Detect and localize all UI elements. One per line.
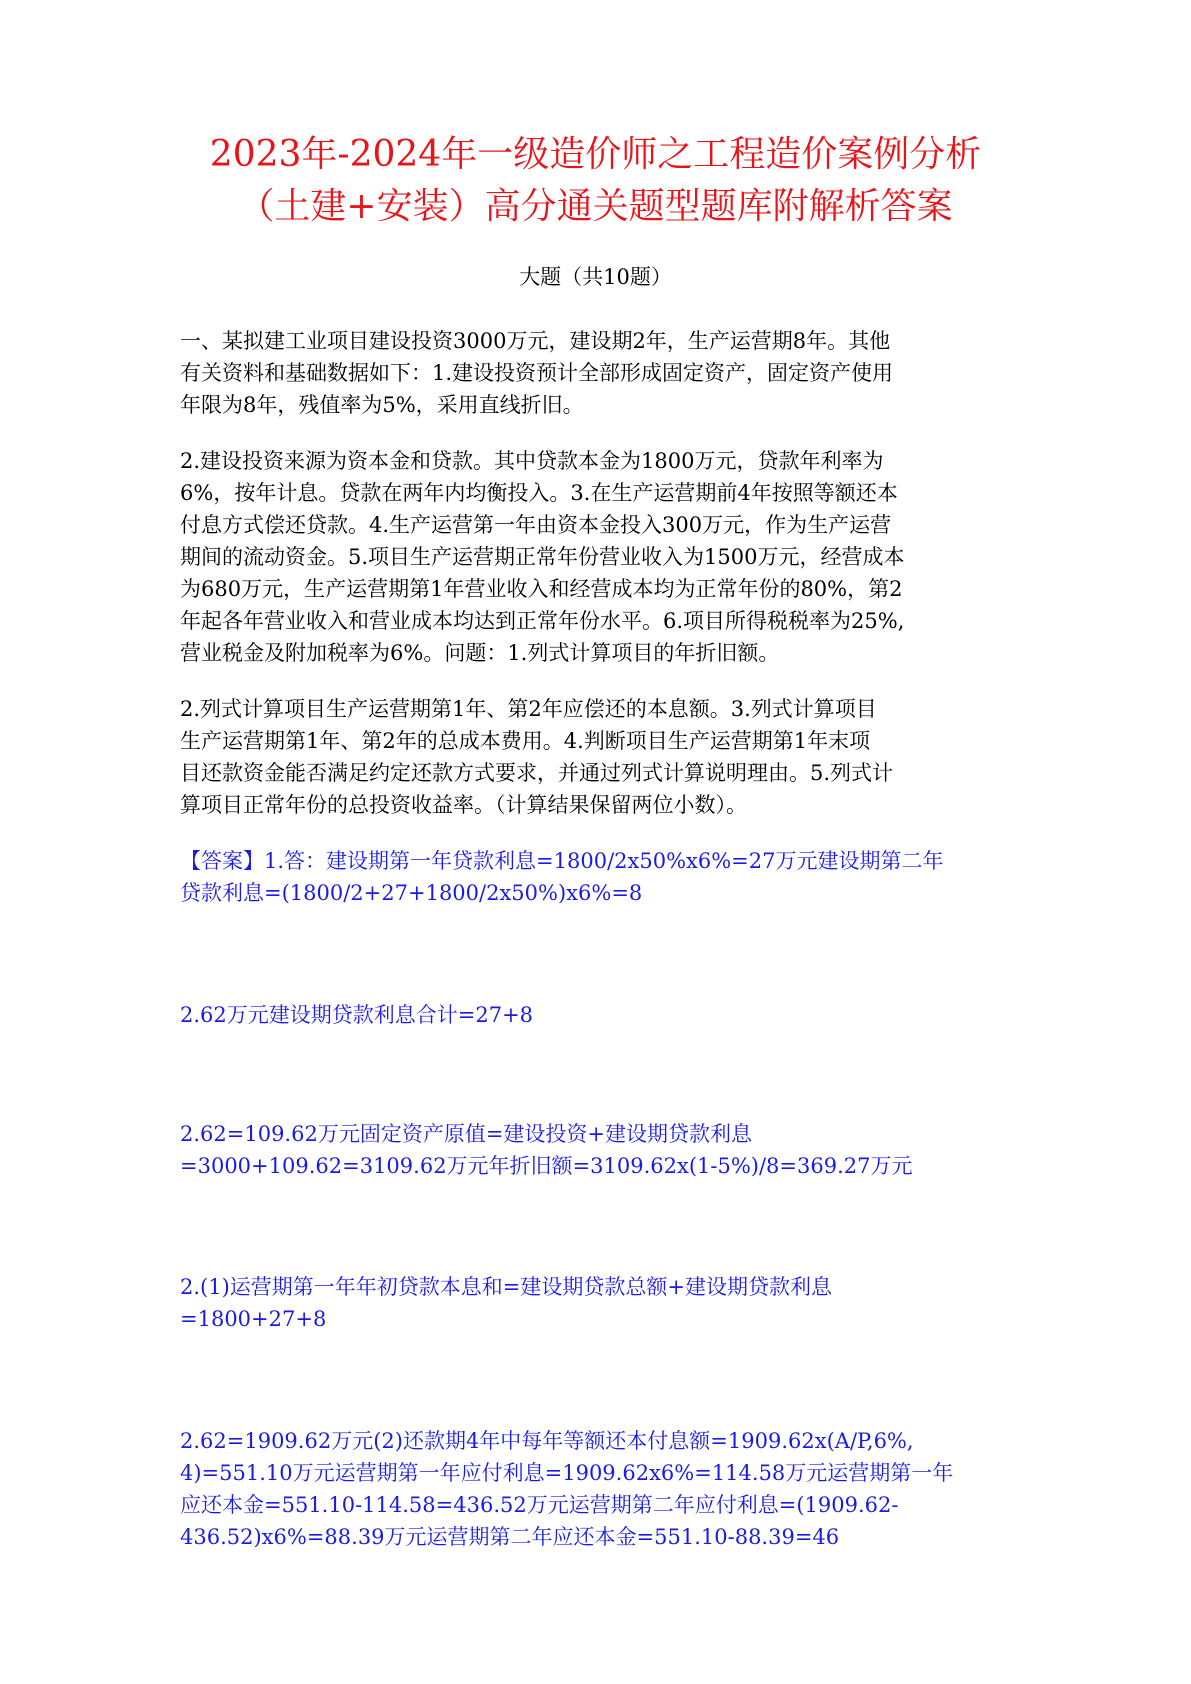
answer-line: =1800+27+8 (180, 1307, 327, 1331)
question-line: 2.建设投资来源为资本金和贷款。其中贷款本金为1800万元，贷款年利率为 (180, 449, 884, 473)
question-line: 2.列式计算项目生产运营期第1年、第2年应偿还的本息额。3.列式计算项目 (180, 697, 877, 721)
question-line: 目还款资金能否满足约定还款方式要求，并通过列式计算说明理由。5.列式计 (180, 761, 894, 785)
answer-line: 贷款利息=(1800/2+27+1800/2x50%)x6%=8 (180, 881, 643, 905)
question-line: 付息方式偿还贷款。4.生产运营第一年由资本金投入300万元，作为生产运营 (180, 513, 892, 537)
answer-line: 2.62=1909.62万元(2)还款期4年中每年等额还本付息额=1909.62x(A/P,6%, (180, 1429, 914, 1453)
question-line: 有关资料和基础数据如下：1.建设投资预计全部形成固定资产，固定资产使用 (180, 361, 894, 385)
answer-line: 436.52)x6%=88.39万元运营期第二年应还本金=551.10-88.39=46 (180, 1525, 840, 1549)
question-line: 为680万元，生产运营期第1年营业收入和经营成本均为正常年份的80%，第2 (180, 577, 903, 601)
answer-line: 应还本金=551.10-114.58=436.52万元运营期第二年应付利息=(1909.62- (180, 1493, 899, 1517)
answer-line: 【答案】1.答：建设期第一年贷款利息=1800/2x50%x6%=27万元建设期第二年 (180, 849, 944, 873)
document-title-line-2: （土建+安装）高分通关题型题库附解析答案 (238, 186, 953, 227)
answer-line: 2.62万元建设期贷款利息合计=27+8 (180, 1003, 534, 1027)
answer-line: 2.(1)运营期第一年年初贷款本息和=建设期贷款总额+建设期贷款利息 (180, 1275, 832, 1299)
document-title-line-1: 2023年-2024年一级造价师之工程造价案例分析 (209, 134, 982, 175)
question-line: 营业税金及附加税率为6%。问题：1.列式计算项目的年折旧额。 (180, 641, 780, 665)
question-line: 一、某拟建工业项目建设投资3000万元，建设期2年，生产运营期8年。其他 (180, 329, 891, 353)
answer-line: =3000+109.62=3109.62万元年折旧额=3109.62x(1-5%)/8=369.27万元 (180, 1154, 913, 1178)
section-header: 大题（共10题） (519, 265, 672, 289)
answer-line: 2.62=109.62万元固定资产原值=建设投资+建设期贷款利息 (180, 1122, 753, 1146)
question-line: 年起各年营业收入和营业成本均达到正常年份水平。6.项目所得税税率为25%, (180, 609, 905, 633)
question-line: 生产运营期第1年、第2年的总成本费用。4.判断项目生产运营期第1年末项 (180, 729, 871, 753)
question-line: 年限为8年，残值率为5%，采用直线折旧。 (180, 393, 584, 417)
question-line: 6%，按年计息。贷款在两年内均衡投入。3.在生产运营期前4年按照等额还本 (180, 481, 898, 505)
answer-line: 4)=551.10万元运营期第一年应付利息=1909.62x6%=114.58万元运营期第一年 (180, 1461, 954, 1485)
question-line: 期间的流动资金。5.项目生产运营期正常年份营业收入为1500万元，经营成本 (180, 545, 905, 569)
question-line: 算项目正常年份的总投资收益率。（计算结果保留两位小数）。 (180, 793, 747, 817)
